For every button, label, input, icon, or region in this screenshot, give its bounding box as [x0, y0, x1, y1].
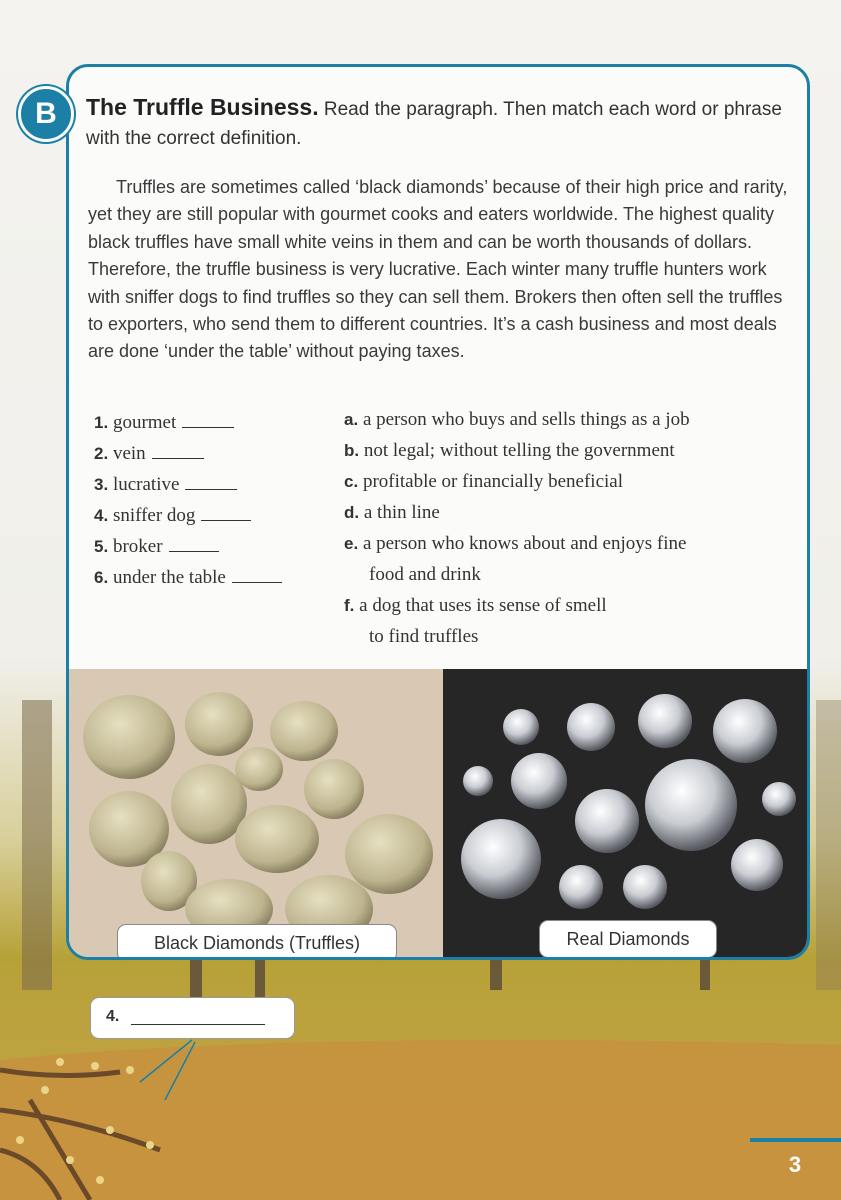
photo-strip: [69, 669, 810, 960]
definition-item: a. a person who buys and sells things as a job: [344, 409, 690, 430]
answer-blank[interactable]: [182, 413, 234, 428]
answer-blank[interactable]: [232, 568, 282, 583]
definition-item: f. a dog that uses its sense of smell to find truffles: [344, 595, 607, 647]
word-item: 5. broker: [94, 534, 219, 560]
answer-blank[interactable]: [152, 444, 204, 459]
section-heading: [86, 93, 786, 153]
word-item: 6. under the table: [94, 565, 282, 591]
section-title: The Truffle Business.: [86, 94, 319, 120]
word-item: 4. sniffer dog: [94, 503, 251, 529]
section-instruction: Read the paragraph. Then match each word or phrase with the correct definition.: [86, 99, 782, 149]
diamonds-photo: [443, 669, 810, 960]
definition-item: c. profitable or financially beneficial: [344, 471, 624, 492]
answer-blank[interactable]: [185, 475, 237, 490]
answer-blank[interactable]: [169, 537, 219, 552]
caption-truffles: Black Diamonds (Truffles): [117, 924, 397, 960]
word-item: 3. lucrative: [94, 472, 237, 498]
word-item: 1. gourmet: [94, 410, 234, 436]
page-rule: [750, 1138, 841, 1142]
answer-line[interactable]: [131, 1024, 265, 1025]
reading-paragraph: Truffles are sometimes called ‘black diamonds’ because of their high price and rarity, yet they are still popular with gourmet cooks and eaters worldwide. The highest quality black truffles have small white veins in them and can be worth thousands of dollars. Therefore, the truffle business is very lucrative. Each winter many truffle hunters work with sniffer dogs to find truffles so they can sell them. Brokers then often sell the truffles to exporters, who send them to different countries. It’s a cash business and most deals are done ‘under the table’ without paying taxes.: [88, 177, 788, 362]
definition-item: e. a person who knows about and enjoys fine food and drink: [344, 533, 687, 585]
page-number: 3: [788, 1152, 802, 1177]
definition-item: b. not legal; without telling the government: [344, 440, 675, 461]
word-item: 2. vein: [94, 441, 204, 467]
label-answer-box: [90, 997, 295, 1039]
answer-box-number: 4.: [106, 1008, 120, 1025]
caption-diamonds: Real Diamonds: [539, 920, 717, 958]
section-badge: B: [18, 86, 74, 142]
definition-item: d. a thin line: [344, 502, 440, 523]
truffles-photo: [69, 669, 443, 960]
answer-blank[interactable]: [201, 506, 251, 521]
